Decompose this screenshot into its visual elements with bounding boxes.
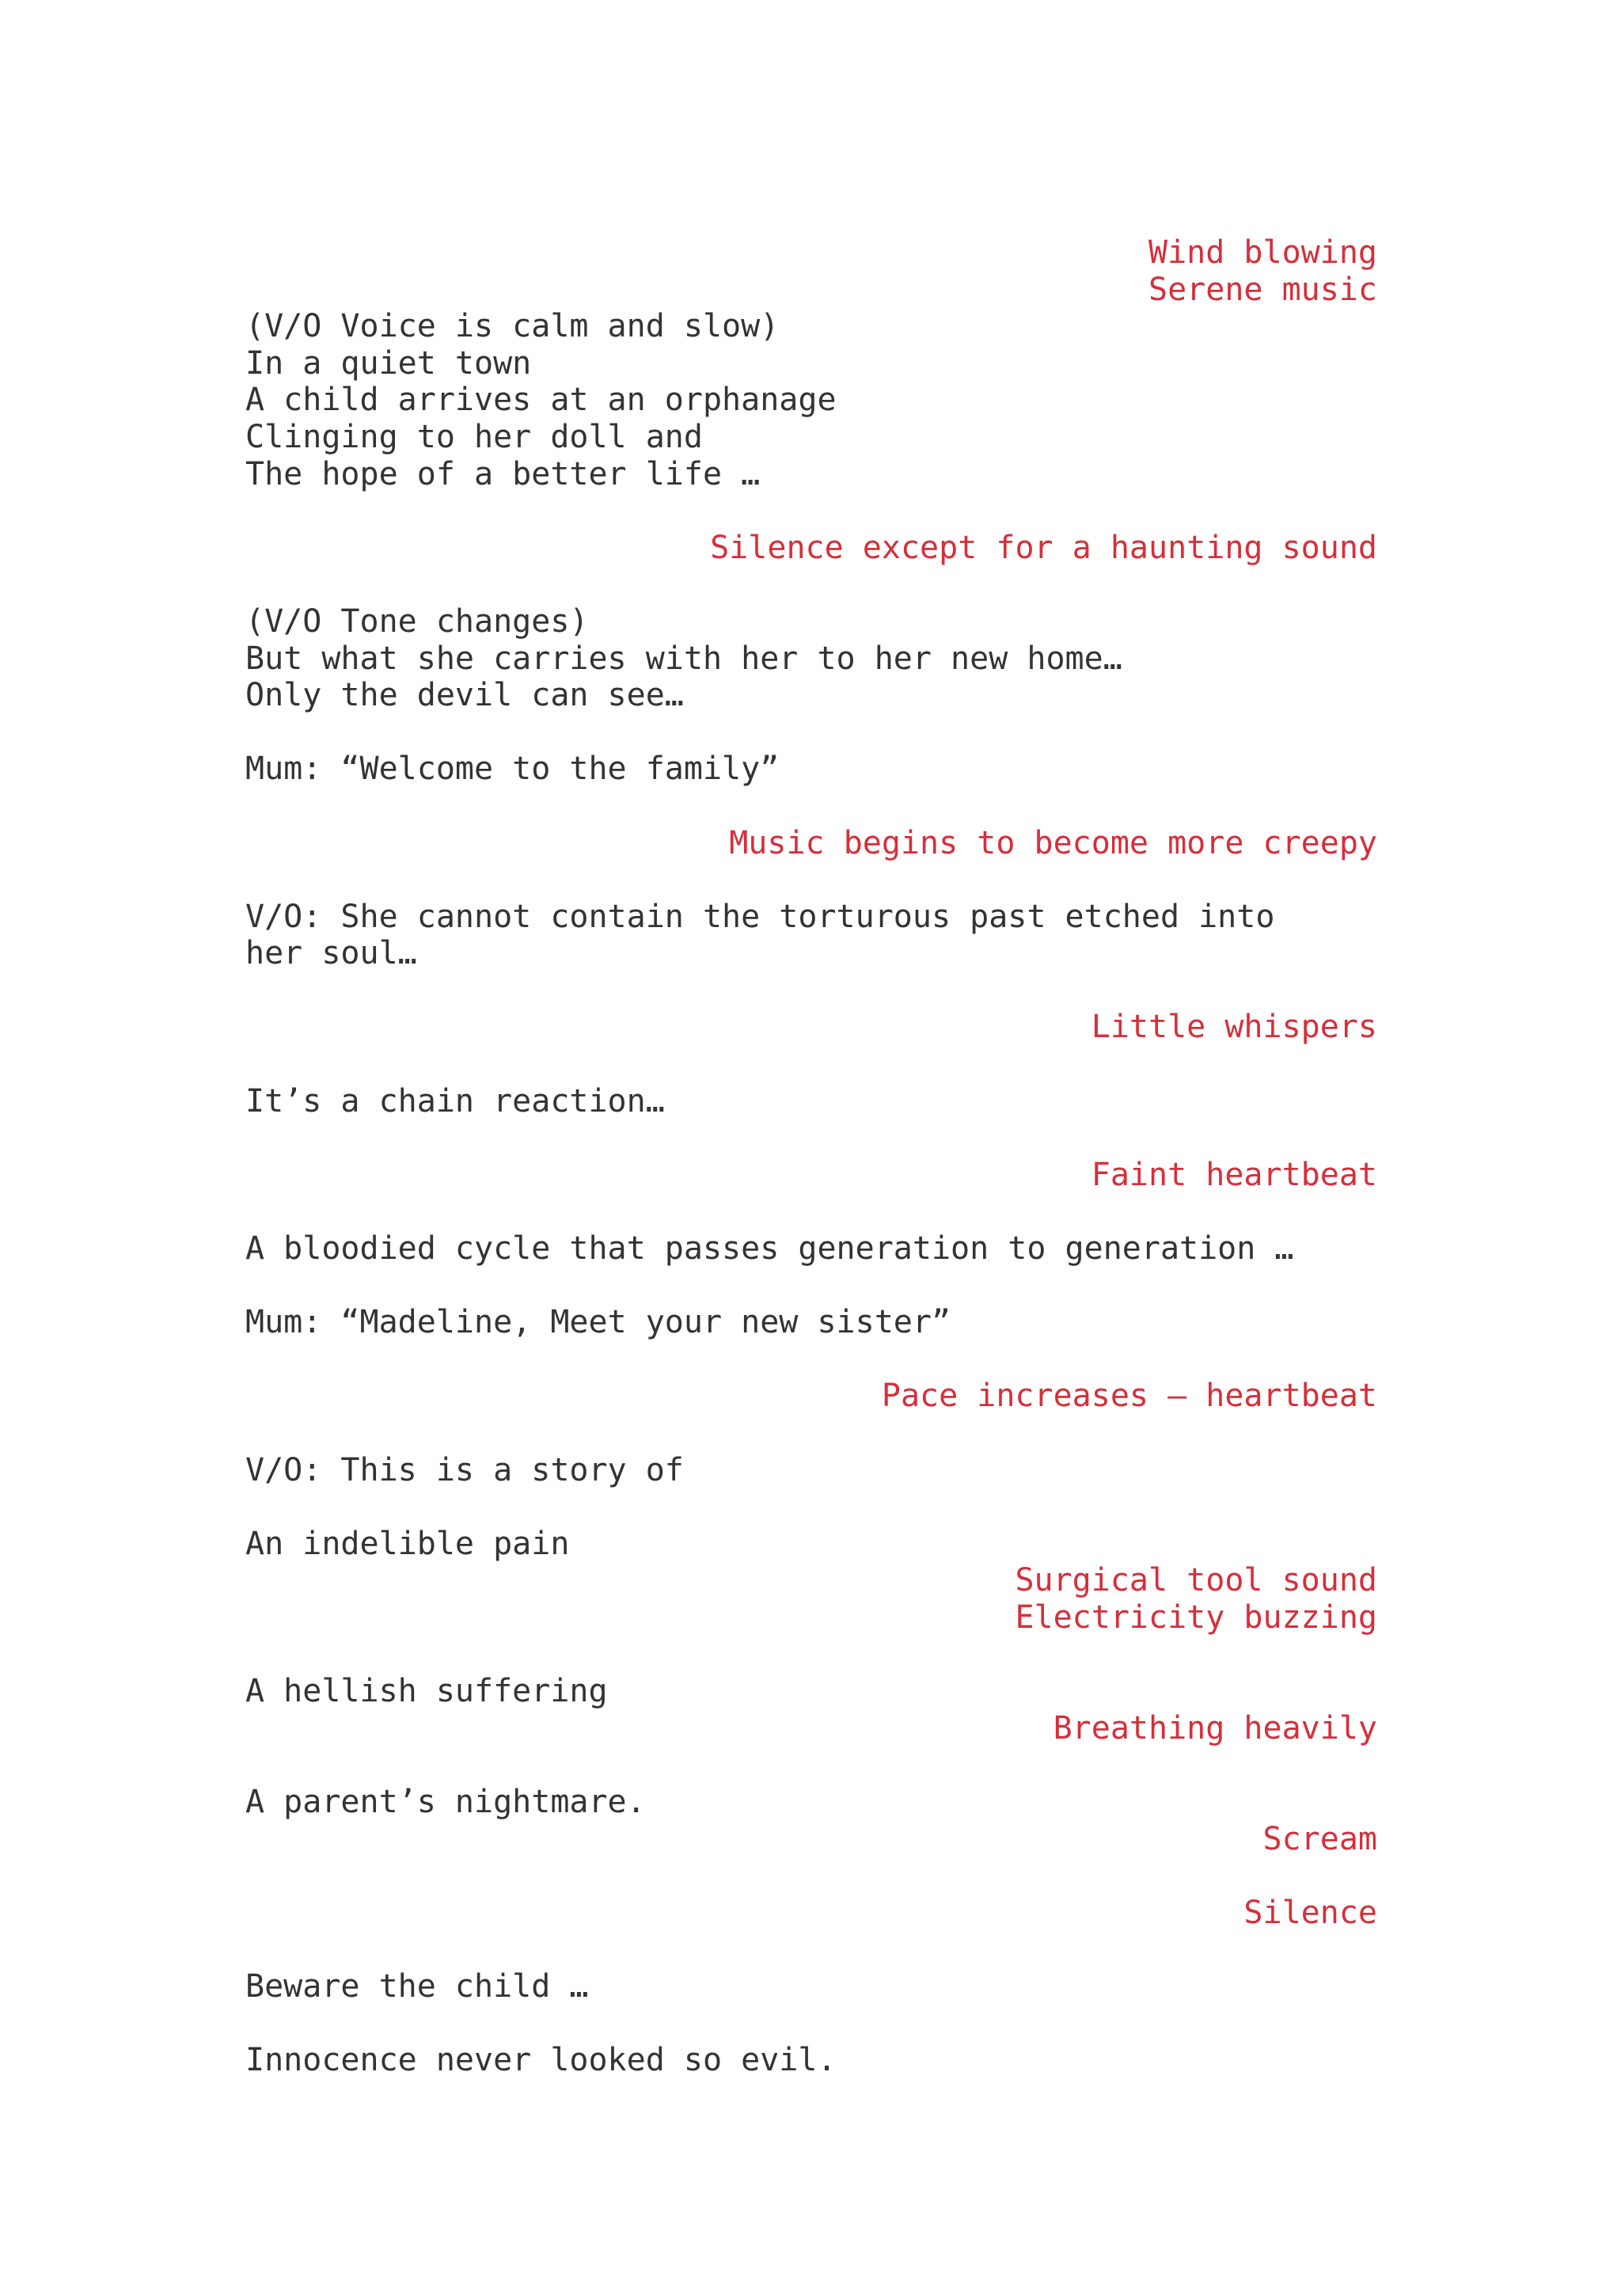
- narration-line: A hellish suffering: [245, 1673, 608, 1710]
- sound-cue: Faint heartbeat: [1091, 1156, 1377, 1193]
- blank-line: [245, 1857, 1377, 1895]
- narration-line: Only the devil can see…: [245, 677, 684, 714]
- blank-line: [245, 566, 1377, 603]
- blank-line: [245, 1046, 1377, 1083]
- blank-line: [245, 492, 1377, 530]
- narration-line: Mum: “Madeline, Meet your new sister”: [245, 1304, 951, 1341]
- blank-line: [245, 2005, 1377, 2043]
- sound-cue: Pace increases – heartbeat: [881, 1378, 1377, 1415]
- sound-cue: Surgical tool sound: [1015, 1562, 1377, 1599]
- blank-line: [245, 1636, 1377, 1674]
- sound-cue: Silence: [1243, 1894, 1377, 1931]
- narration-line: A parent’s nightmare.: [245, 1783, 646, 1820]
- narration-line: Beware the child …: [245, 1967, 589, 2005]
- narration-line: A bloodied cycle that passes generation to generation …: [245, 1230, 1294, 1268]
- blank-line: [245, 1341, 1377, 1378]
- blank-line: [245, 788, 1377, 825]
- script-page: [245, 234, 1377, 2079]
- narration-line: (V/O Voice is calm and slow): [245, 308, 780, 345]
- blank-line: [245, 1193, 1377, 1230]
- sound-cue: Music begins to become more creepy: [729, 824, 1377, 861]
- sound-cue: Breathing heavily: [1053, 1709, 1377, 1747]
- narration-line: (V/O Tone changes): [245, 603, 589, 640]
- narration-line: In a quiet town: [245, 344, 532, 382]
- blank-line: [245, 714, 1377, 751]
- blank-line: [245, 1119, 1377, 1157]
- narration-line: A child arrives at an orphanage: [245, 382, 837, 419]
- sound-cue: Electricity buzzing: [1015, 1598, 1377, 1636]
- blank-line: [245, 972, 1377, 1009]
- sound-cue: Serene music: [1148, 271, 1377, 308]
- narration-line: Mum: “Welcome to the family”: [245, 751, 780, 788]
- narration-line: Innocence never looked so evil.: [245, 2042, 837, 2079]
- sound-cue: Silence except for a haunting sound: [710, 529, 1377, 566]
- blank-line: [245, 1488, 1377, 1526]
- sound-cue: Little whispers: [1091, 1009, 1377, 1046]
- narration-line: her soul…: [245, 935, 417, 972]
- narration-line: But what she carries with her to her new home…: [245, 640, 1122, 677]
- narration-line: V/O: She cannot contain the torturous past etched into: [245, 898, 1275, 935]
- blank-line: [245, 1415, 1377, 1452]
- narration-line: The hope of a better life …: [245, 455, 761, 492]
- narration-line: It’s a chain reaction…: [245, 1082, 665, 1119]
- blank-line: [245, 1931, 1377, 1968]
- narration-line: Clinging to her doll and: [245, 418, 703, 455]
- sound-cue: Wind blowing: [1148, 234, 1377, 271]
- narration-line: V/O: This is a story of: [245, 1451, 684, 1488]
- blank-line: [245, 1747, 1377, 1784]
- sound-cue: Scream: [1262, 1820, 1377, 1857]
- blank-line: [245, 1268, 1377, 1305]
- narration-line: An indelible pain: [245, 1525, 570, 1562]
- blank-line: [245, 861, 1377, 899]
